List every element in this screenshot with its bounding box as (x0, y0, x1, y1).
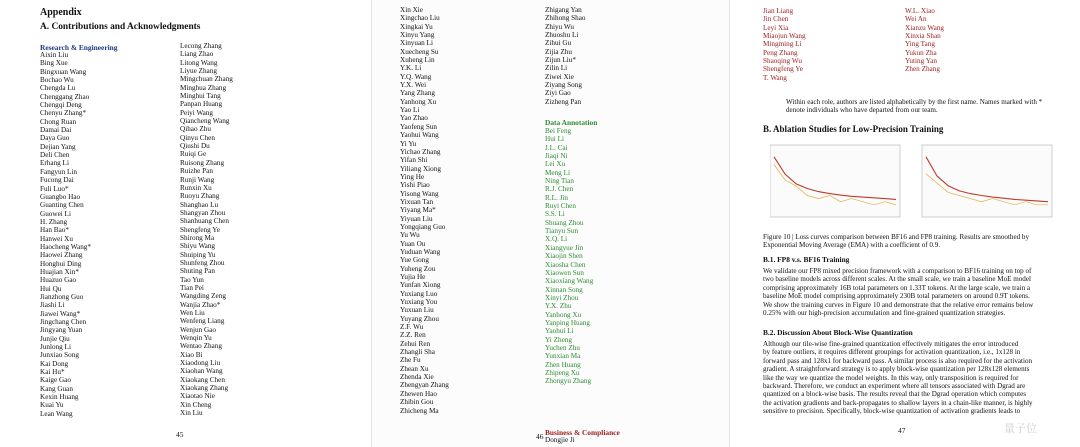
paragraph-line: two baseline models across different scales. At the small scale, we train a baseline MoE model (763, 275, 1031, 284)
annotator-name: Meng Li (545, 168, 570, 177)
annotator-name: Zhen Huang (545, 360, 581, 369)
author-name: Zilin Li (545, 64, 568, 73)
author-name: Kai Dong (40, 359, 69, 368)
author-name: Wentao Zhang (180, 342, 222, 351)
author-name: Daya Guo (40, 134, 70, 143)
annotator-name: Yaohui Li (545, 327, 574, 336)
author-name: Yunfan Xiong (400, 281, 441, 290)
author-name: Ruizhe Pan (180, 167, 213, 176)
b1-paragraph (763, 267, 1055, 317)
author-name: Wangding Zeng (180, 292, 226, 301)
author-name: Yiyang Ma* (400, 206, 436, 215)
author-name: Ruiqi Ge (180, 150, 207, 159)
author-name: Kaige Gao (40, 376, 71, 385)
paragraph-line: by feature outliers, it requires different groupings for activation quantization, i.e., 1x128 in (763, 348, 1021, 357)
business-name: T. Wang (763, 73, 787, 82)
author-name: Yuduan Wang (400, 247, 441, 256)
paragraph-line: like the way we quantize the model weights. In this way, only transposition is required for (763, 373, 1019, 382)
author-name: Kang Guan (40, 384, 73, 393)
annotator-name: Y.X. Zhu (545, 302, 572, 311)
author-name: Jianzhong Guo (40, 292, 84, 301)
author-name: Yuyang Zhou (400, 314, 439, 323)
annotator-name: Yanping Huang (545, 318, 590, 327)
business-name: Xinxia Shan (905, 32, 941, 41)
author-name: Zhihong Shao (545, 14, 586, 23)
paragraph-line: baseline MoE model comprising approximately 230B total parameters on around 0.9T tokens. (763, 292, 1030, 301)
annotator-name: Xiaosha Chen (545, 260, 586, 269)
annotator-name: Xinnan Song (545, 285, 583, 294)
annotator-name: Zhipeng Xu (545, 368, 580, 377)
author-name: Mingchuan Zhang (180, 75, 233, 84)
annotator-name: Xiaojin Shen (545, 252, 583, 261)
author-note (786, 98, 1042, 115)
author-name: Yifan Shi (400, 156, 428, 165)
author-name: Y.Q. Wang (400, 72, 432, 81)
author-name: Xin Xie (400, 6, 423, 14)
annotator-name: Jiaqi Ni (545, 152, 568, 161)
author-name: Yuxuan Liu (400, 306, 434, 315)
research-names-col4 (545, 6, 586, 106)
author-name: Zhangli Sha (400, 348, 435, 357)
annotator-name: Shuang Zhou (545, 218, 584, 227)
author-name: Zhuoshu Li (545, 31, 579, 40)
research-names-col2 (180, 42, 233, 417)
author-name: Yuheng Zou (400, 264, 436, 273)
author-name: Ruisong Zhang (180, 158, 225, 167)
paragraph-line: the activation gradients and back-propagates to shallow layers in a chain-like manner, is highly (763, 398, 1033, 407)
author-name: Zijun Liu* (545, 56, 576, 65)
note-line: denote individuals who have departed from our team. (786, 106, 938, 115)
annotator-name: S.S. Li (545, 210, 565, 219)
annotator-name: Yuchen Zhu (545, 343, 580, 352)
author-name: Xinyu Yang (400, 31, 435, 40)
author-name: Xuheng Lin (400, 56, 435, 65)
author-name: Shanhuang Chen (180, 217, 229, 226)
author-name: Yao Li (400, 106, 420, 115)
author-name: Zijia Zhu (545, 47, 572, 56)
author-name: Zhengyan Zhang (400, 381, 449, 390)
page-number: 47 (898, 426, 906, 435)
plot-frame (922, 145, 1052, 217)
author-name: Jingchang Chen (40, 318, 87, 326)
author-name: Chong Ruan (40, 117, 77, 126)
author-name: Yi Yu (400, 139, 417, 148)
caption-line: Exponential Moving Average (EMA) with a coefficient of 0.9. (763, 241, 941, 250)
author-name: Shiyu Wang (180, 242, 216, 251)
note-line: Within each role, authors are listed alphabetically by the first name. Names marked with * (786, 98, 1043, 106)
author-name: Yujia He (400, 273, 426, 281)
author-name: Zihui Gu (545, 39, 572, 48)
author-name: Xiaokang Zhang (180, 384, 229, 393)
author-name: Yaofeng Sun (400, 122, 438, 131)
author-name: Litong Wang (180, 58, 218, 67)
annotator-name: Xinyi Zhou (545, 293, 579, 302)
author-name: Lecong Zhang (180, 42, 222, 50)
author-name: Y.X. Wei (400, 81, 427, 90)
business-name: Ying Tang (905, 40, 935, 49)
author-name: Qiancheng Wang (180, 117, 230, 126)
annotator-name: Yanhong Xu (545, 310, 582, 319)
author-name: Zhewen Hao (400, 389, 437, 398)
author-name: Wen Liu (180, 309, 205, 317)
author-name: Panpan Huang (180, 100, 223, 109)
author-name: Fuli Luo* (40, 184, 69, 193)
author-name: Wenfeng Liang (180, 317, 225, 326)
business-name: Jin Chen (763, 15, 789, 24)
author-name: Bingxuan Wang (40, 67, 87, 76)
author-name: Guanting Chen (40, 201, 84, 210)
author-name: H. Zhang (40, 217, 68, 226)
author-name: Huazuo Gao (40, 276, 77, 285)
business-name: Miaojun Wang (763, 32, 806, 41)
author-name: Zhicheng Ma (400, 406, 439, 415)
author-name: Zhigang Yan (545, 6, 582, 14)
author-name: Deli Chen (40, 151, 70, 160)
author-name: Zhiyu Wu (545, 22, 574, 31)
caption-line: Figure 10 | Loss curves comparison between BF16 and FP8 training. Results are smoothed by (763, 233, 1030, 241)
author-name: Xiaohan Wang (180, 367, 223, 376)
author-name: Peiyi Wang (180, 108, 214, 117)
annotator-name: R.L. Jin (545, 193, 568, 202)
business-names-col2 (905, 7, 944, 74)
research-names-col3 (400, 6, 449, 415)
annotator-name: R.J. Chen (545, 185, 574, 194)
author-name: Runxin Xu (180, 183, 212, 192)
annotator-name: Ning Tian (545, 177, 574, 186)
author-name: Fucong Dai (40, 176, 74, 185)
appendix-title: Appendix (40, 7, 82, 18)
author-name: Shanghao Lu (180, 200, 219, 209)
author-name: Ziyi Gao (545, 89, 571, 98)
author-name: Liyue Zhang (180, 67, 217, 76)
author-name: Yisong Wang (400, 189, 439, 198)
author-name: Shirong Ma (180, 233, 215, 242)
author-name: Minghui Tang (180, 92, 221, 101)
author-name: Zhe Fu (400, 356, 421, 365)
paragraph-line: We validate our FP8 mixed precision framework with a comparison to BF16 training on top of (763, 267, 1032, 275)
b2-title: B.2. Discussion About Block-Wise Quantization (763, 328, 913, 337)
author-name: Yaohui Wang (400, 131, 439, 140)
author-name: Haocheng Wang* (40, 242, 91, 251)
author-name: Zizheng Pan (545, 97, 582, 106)
business-heading: Business & Compliance (545, 428, 620, 437)
author-name: Damai Dai (40, 126, 72, 135)
annotator-name: Ruyi Chen (545, 202, 576, 211)
watermark: 量子位 (1004, 422, 1037, 435)
business-name: Dongjie Ji (545, 436, 575, 444)
author-name: Lean Wang (40, 409, 73, 418)
author-name: Chengqi Deng (40, 101, 82, 110)
author-name: Shunfeng Zhou (180, 258, 225, 267)
paragraph-line: Although our tile-wise fine-grained quantization effectively mitigates the error introduced (763, 340, 1019, 348)
author-name: Tao Yun (180, 275, 204, 284)
business-name: Mingming Li (763, 40, 802, 49)
author-name: Yuxiang You (400, 298, 438, 307)
author-name: Wenqin Yu (180, 334, 212, 343)
author-name: Yichao Zhang (400, 147, 441, 156)
author-name: Honghui Ding (40, 259, 82, 268)
research-names-col1 (40, 51, 91, 418)
author-name: Zehui Ren (400, 339, 431, 348)
author-name: Zhibin Gou (400, 398, 434, 407)
business-name: W.L. Xiao (905, 7, 935, 15)
business-name: Shengfeng Ye (763, 65, 803, 74)
author-name: Xuecheng Su (400, 47, 439, 56)
paragraph-line: forward pass and 128x1 for backward pass. A similar process is also required for the activation (763, 356, 1033, 365)
annotator-name: J.L. Cai (545, 143, 568, 152)
author-name: Erhang Li (40, 159, 69, 168)
author-name: Zhenda Xie (400, 373, 434, 382)
author-name: Jiawei Wang* (40, 309, 81, 318)
page-number: 45 (176, 430, 184, 439)
author-name: Aixin Liu (40, 51, 69, 59)
author-name: Ziwei Xie (545, 72, 574, 81)
author-name: Han Bao* (40, 226, 69, 235)
page-46 (372, 0, 730, 447)
author-name: Huajian Xin* (40, 267, 79, 276)
author-name: Ying He (400, 172, 425, 181)
figure-caption (763, 233, 1029, 250)
author-name: Yishi Piao (400, 181, 430, 190)
author-name: Xinyuan Li (400, 39, 433, 48)
author-name: Shangyan Zhou (180, 208, 226, 217)
business-names (545, 436, 575, 444)
author-name: Liang Zhao (180, 50, 214, 59)
author-name: Fangyun Lin (40, 167, 77, 176)
author-name: Chengda Lu (40, 84, 76, 93)
business-name: Leyi Xia (763, 23, 789, 32)
author-name: Kexin Huang (40, 393, 79, 402)
author-name: Guangbo Hao (40, 192, 81, 201)
business-name: Peng Zhang (763, 48, 798, 57)
section-b-title: B. Ablation Studies for Low-Precision Training (763, 124, 944, 134)
author-name: Yu Wu (400, 231, 420, 240)
author-name: Junjie Qiu (40, 334, 70, 343)
author-name: Wanjia Zhao* (180, 300, 221, 309)
author-name: Kai Hu* (40, 368, 65, 377)
author-name: Xin Cheng (180, 400, 212, 409)
author-name: Yang Zhang (400, 89, 436, 98)
annotator-name: Tianyu Sun (545, 227, 579, 236)
author-name: Qinyu Chen (180, 133, 215, 142)
paragraph-line: comprising approximately 16B total parameters on 1.33T tokens. At the large scale, we train a (763, 283, 1031, 292)
author-name: Dejian Yang (40, 142, 76, 151)
author-name: Yuxiang Luo (400, 289, 438, 298)
business-name: Xianzu Wang (905, 23, 945, 32)
author-name: Z.F. Wu (400, 323, 424, 332)
annotator-name: Yunxian Ma (545, 352, 581, 361)
author-name: Yongqiang Guo (400, 222, 446, 231)
business-names-col1 (763, 7, 806, 82)
b2-paragraph (763, 340, 1055, 416)
author-name: Xingchao Liu (400, 14, 440, 23)
author-name: Shuting Pan (180, 267, 215, 276)
author-name: Yuan Ou (400, 239, 426, 248)
author-name: Hanwei Xu (40, 234, 73, 243)
author-name: Haowei Zhang (40, 251, 83, 260)
author-name: Ruoyu Zhang (180, 192, 220, 201)
business-name: Yuting Yan (905, 57, 937, 66)
author-name: Bochao Wu (40, 76, 74, 85)
business-name: Zhen Zhang (905, 65, 940, 74)
research-heading: Research & Engineering (40, 43, 118, 52)
author-name: Hui Qu (40, 284, 62, 293)
author-name: Qiushi Du (180, 142, 210, 151)
author-name: Shuiping Yu (180, 250, 216, 259)
author-name: Yao Zhao (400, 114, 428, 123)
page-47 (730, 0, 1080, 447)
paragraph-line: gradient. A straightforward strategy is to apply block-wise quantization per 128x128 elements (763, 365, 1030, 374)
paragraph-line: 0.25% with our high-precision accumulation and fine-grained quantization strategies. (763, 308, 1006, 317)
author-name: Xiaokang Chen (180, 375, 225, 384)
author-name: Bing Xue (40, 59, 68, 68)
plot-frame (770, 145, 900, 217)
author-name: Wenjun Gao (180, 325, 216, 334)
data-annotation-names (545, 127, 593, 386)
author-name: Xin Liu (180, 409, 203, 418)
annotator-name: Bei Feng (545, 127, 572, 135)
section-a-title: A. Contributions and Acknowledgments (40, 22, 201, 32)
author-name: Guowei Li (40, 209, 71, 218)
author-name: Yiyuan Liu (400, 214, 433, 223)
annotator-name: Lei Xu (545, 160, 566, 169)
business-name: Jian Liang (763, 7, 794, 15)
author-name: Xiao Bi (180, 350, 203, 359)
author-name: Xiaodong Liu (180, 359, 221, 368)
annotator-name: Hui Li (545, 135, 564, 144)
author-name: Minghua Zhang (180, 83, 227, 92)
author-name: Chenggang Zhao (40, 92, 90, 101)
author-name: Ziyang Song (545, 81, 582, 90)
paragraph-line: backward. Therefore, we conduct an experiment where all tensors associated with Dgrad are (763, 381, 1026, 390)
author-name: Jingyang Yuan (40, 326, 83, 335)
author-name: Chenyu Zhang* (40, 109, 87, 118)
author-name: Xiaotao Nie (180, 392, 215, 401)
author-name: Xingkai Yu (400, 22, 433, 31)
annotator-name: Zhongyu Zhang (545, 377, 592, 386)
author-name: Yanhong Xu (400, 97, 437, 106)
annotator-name: Xiaoxiang Wang (545, 277, 594, 286)
loss-curve-figure (770, 142, 1055, 220)
author-name: Shengfeng Ye (180, 225, 220, 234)
author-name: Yiliang Xiong (400, 164, 441, 173)
business-name: Wei An (905, 15, 927, 24)
page-number: 46 (536, 432, 544, 441)
paragraph-line: We show the training curves in Figure 10 and demonstrate that the relative error remains below (763, 300, 1034, 309)
annotator-name: Xiangyue Jin (545, 243, 584, 252)
paragraph-line: quantized on a block-wise basis. The results reveal that the Dgrad operation which computes (763, 390, 1027, 399)
annotator-name: X.Q. Li (545, 235, 568, 244)
author-name: Yixuan Tan (400, 197, 434, 206)
author-name: Kuai Yu (40, 401, 64, 410)
page-45 (0, 0, 372, 447)
author-name: Runji Wang (180, 175, 215, 184)
business-name: Yukun Zha (905, 48, 937, 57)
author-name: Tian Pei (180, 283, 204, 292)
author-name: Yue Gong (400, 256, 429, 265)
author-name: Junlong Li (40, 343, 71, 352)
paragraph-line: sensitive to precision. Specifically, block-wise quantization of activation gradients leads to (763, 407, 1021, 416)
author-name: Zhean Xu (400, 364, 429, 373)
annotator-name: Xiaowen Sun (545, 268, 584, 277)
author-name: Junxiao Song (40, 351, 79, 360)
b1-title: B.1. FP8 v.s. BF16 Training (763, 255, 850, 264)
author-name: Z.Z. Ren (400, 331, 426, 340)
author-name: Qihao Zhu (180, 125, 211, 134)
data-annotation-heading: Data Annotation (545, 118, 598, 127)
author-name: Y.K. Li (400, 64, 422, 73)
business-name: Shaoqing Wu (763, 57, 802, 66)
annotator-name: Yi Zheng (545, 335, 572, 344)
author-name: Jiashi Li (40, 301, 65, 310)
